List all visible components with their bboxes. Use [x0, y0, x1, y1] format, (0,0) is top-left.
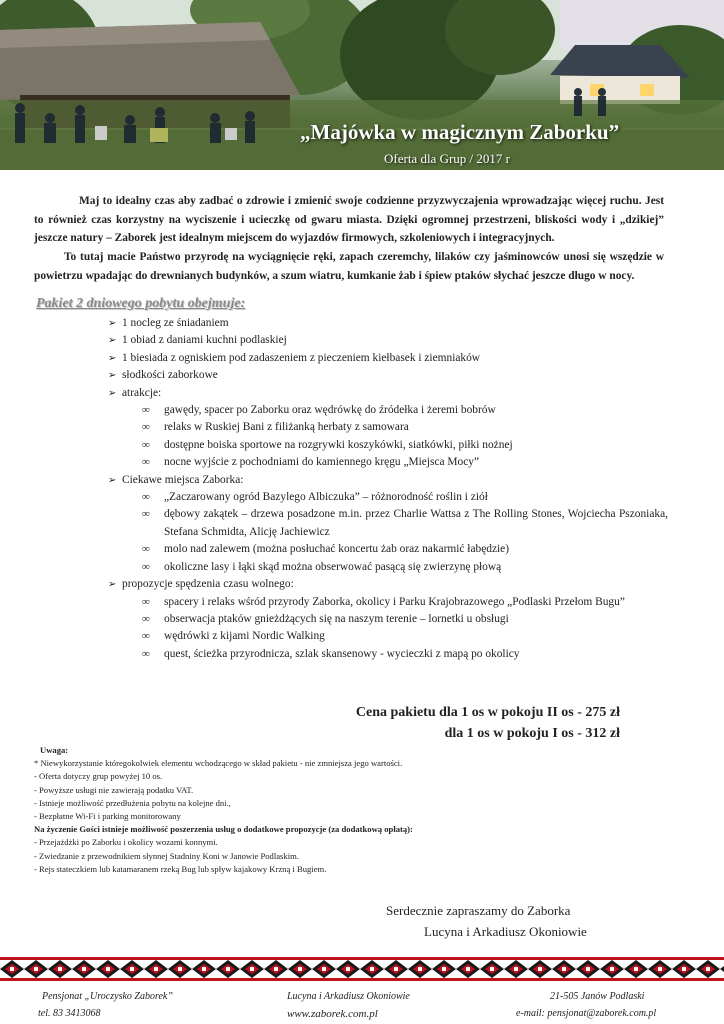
note-line: - Powyższe usługi nie zawierają podatku VAT. [34, 784, 194, 795]
package-item-label: propozycje spędzenia czasu wolnego: [122, 578, 294, 591]
package-subitem [108, 489, 668, 506]
extra-services-heading: Na życzenie Gości istnieje możliwość poszerzenia usług o dodatkowe propozycje (za dodatkową opłatą): [34, 824, 413, 835]
offer-title: „Majówka w magicznym Zaborku” [300, 120, 620, 144]
package-subitem-label: molo nad zalewem (można posłuchać koncertu żab oraz nakarmić łabędzie) [164, 543, 510, 556]
note-line: - Bezpłatne Wi-Fi i parking monitorowany [34, 811, 181, 822]
package-item [108, 315, 668, 332]
package-subitem-label: quest, ścieżka przyrodnicza, szlak skansenowy - wycieczki z mapą po okolicy [164, 647, 520, 660]
package-item-label: słodkości zaborkowe [122, 369, 218, 382]
infinity-bullet-icon: ∞ [142, 630, 150, 643]
package-heading: Pakiet 2 dniowego pobytu obejmuje: [36, 296, 246, 311]
package-item-label: atrakcje: [122, 386, 162, 399]
package-item-label: 1 biesiada z ogniskiem pod zadaszeniem z pieczeniem kiełbasek i ziemniaków [122, 351, 481, 364]
package-subitem [108, 594, 668, 611]
footer-website-link[interactable]: www.zaborek.com.pl [287, 1008, 378, 1020]
package-item [108, 350, 668, 367]
note-line: - Przejażdżki po Zaborku i okolicy wozami konnymi. [34, 837, 218, 848]
package-subitem-label: dębowy zakątek – drzewa posadzone m.in. przez Charlie Wattsa z The Rolling Stones, Wojciecha Pszoniaka, Stefana Schmidta, Alicję Jachiewicz [164, 508, 668, 538]
footer-business-name: Pensjonat „Uroczysko Zaborek” [42, 991, 173, 1002]
notes-section [34, 744, 674, 876]
note-line: - Oferta dotyczy grup powyżej 10 os. [34, 771, 163, 782]
package-item-label: Ciekawe miejsca Zaborka: [122, 473, 244, 486]
package-subitem-label: wędrówki z kijami Nordic Walking [164, 630, 325, 643]
infinity-bullet-icon: ∞ [142, 595, 150, 608]
arrow-bullet-icon: ➢ [108, 318, 117, 329]
price-line-double: Cena pakietu dla 1 os w pokoju II os - 275 zł [355, 705, 620, 720]
intro-paragraph: To tutaj macie Państwo przyrodę na wyciągnięcie ręki, zapach czeremchy, lilaków czy jaśminowców unosi się wszędzie w powietrzu wpadając do drewnianych budynków, a szum wiatru, kumkanie żab i śpiew ptaków słychać jeszcze długo w nocy. [34, 251, 664, 282]
package-subitem-label: nocne wyjście z pochodniami do kamiennego kręgu „Miejsca Mocy” [164, 456, 480, 469]
infinity-bullet-icon: ∞ [142, 438, 150, 451]
offer-subtitle: Oferta dla Grup / 2017 r [384, 151, 510, 166]
footer-phone: tel. 83 3413068 [38, 1008, 101, 1019]
infinity-bullet-icon: ∞ [142, 508, 150, 521]
package-item-label: 1 obiad z daniami kuchni podlaskiej [122, 334, 287, 347]
closing-signature: Lucyna i Arkadiusz Okoniowie [424, 924, 587, 939]
folk-ornament-pattern [0, 957, 724, 981]
infinity-bullet-icon: ∞ [142, 491, 150, 504]
arrow-bullet-icon: ➢ [108, 579, 117, 591]
note-line: - Rejs stateczkiem lub katamaranem rzeką Bug lub spływ kajakowy Krzną i Bugiem. [34, 863, 327, 874]
infinity-bullet-icon: ∞ [142, 456, 150, 469]
arrow-bullet-icon: ➢ [108, 387, 117, 399]
arrow-bullet-icon: ➢ [108, 352, 117, 364]
arrow-bullet-icon: ➢ [108, 335, 117, 347]
package-subitem-label: okoliczne lasy i łąki skąd można obserwować pasącą się zwierzynę płową [164, 560, 502, 573]
package-subitem-label: „Zaczarowany ogród Bazylego Albiczuka” – różnorodność roślin i ziół [164, 491, 488, 504]
infinity-bullet-icon: ∞ [142, 421, 150, 434]
infinity-bullet-icon: ∞ [142, 647, 150, 660]
package-subitem [108, 506, 668, 541]
package-subitem-label: spacery i relaks wśród przyrody Zaborka, okolicy i Parku Krajobrazowego „Podlaski Przełom Bugu” [164, 595, 625, 608]
package-subitem [108, 541, 668, 558]
infinity-bullet-icon: ∞ [142, 404, 150, 417]
package-item [108, 385, 668, 402]
note-line: * Niewykorzystanie któregokolwiek elementu wchodzącego w skład pakietu - nie zmniejsza jego wartości. [34, 758, 403, 769]
package-subitem [108, 646, 668, 663]
notes-heading: Uwaga: [40, 745, 69, 755]
note-line: - Zwiedzanie z przewodnikiem słynnej Stadniny Koni w Janowie Podlaskim. [34, 850, 299, 861]
package-subitem [108, 437, 668, 454]
package-subitem [108, 559, 668, 576]
package-item-label: 1 nocleg ze śniadaniem [122, 317, 229, 329]
header-photo [0, 0, 724, 170]
infinity-bullet-icon: ∞ [142, 612, 150, 625]
extra-services-list [34, 836, 674, 876]
arrow-bullet-icon: ➢ [108, 474, 117, 486]
footer-email-link[interactable]: e-mail: pensjonat@zaborek.com.pl [516, 1008, 657, 1019]
arrow-bullet-icon: ➢ [108, 370, 117, 382]
note-line: - Istnieje możliwość przedłużenia pobytu na kolejne dni., [34, 797, 231, 808]
package-subitem [108, 611, 668, 628]
package-subitem-label: dostępne boiska sportowe na rozgrywki koszykówki, siatkówki, piłki nożnej [164, 438, 513, 451]
package-subitem-label: gawędy, spacer po Zaborku oraz wędrówkę do źródełka i żeremi bobrów [164, 404, 496, 417]
package-list [108, 315, 668, 663]
package-subitem-label: relaks w Ruskiej Bani z filiżanką herbaty z samowara [164, 421, 409, 434]
package-item [108, 472, 668, 489]
notes-list [34, 757, 674, 823]
folk-ornament-band [0, 957, 724, 981]
package-item [108, 332, 668, 349]
package-subitem [108, 454, 668, 471]
closing-invitation: Serdecznie zapraszamy do Zaborka [386, 903, 571, 918]
infinity-bullet-icon: ∞ [142, 560, 150, 573]
intro-paragraph: Maj to idealny czas aby zadbać o zdrowie i zmienić swoje codzienne przyzwyczajenia wprowadzając więcej ruchu. Jest to również czas korzystny na wyciszenie i ucieczkę od gwaru miasta. Dzięki ogromnej przestrzeni, bliskości wody i „dzikiej” jeszcze natury – Zaborek jest idealnym miejscem do wyjazdów firmowych, szkoleniowych i integracyjnych. [34, 195, 664, 245]
package-item [108, 367, 668, 384]
package-subitem [108, 402, 668, 419]
footer-owners: Lucyna i Arkadiusz Okoniowie [287, 991, 410, 1002]
package-subitem [108, 419, 668, 436]
intro-text [34, 192, 664, 286]
infinity-bullet-icon: ∞ [142, 543, 150, 556]
footer-address: 21-505 Janów Podlaski [550, 991, 645, 1002]
package-item [108, 576, 668, 593]
package-subitem-label: obserwacja ptaków gnieżdżących się na naszym terenie – lornetki u obsługi [164, 612, 509, 625]
price-line-single: dla 1 os w pokoju I os - 312 zł [444, 726, 620, 741]
package-subitem [108, 628, 668, 645]
